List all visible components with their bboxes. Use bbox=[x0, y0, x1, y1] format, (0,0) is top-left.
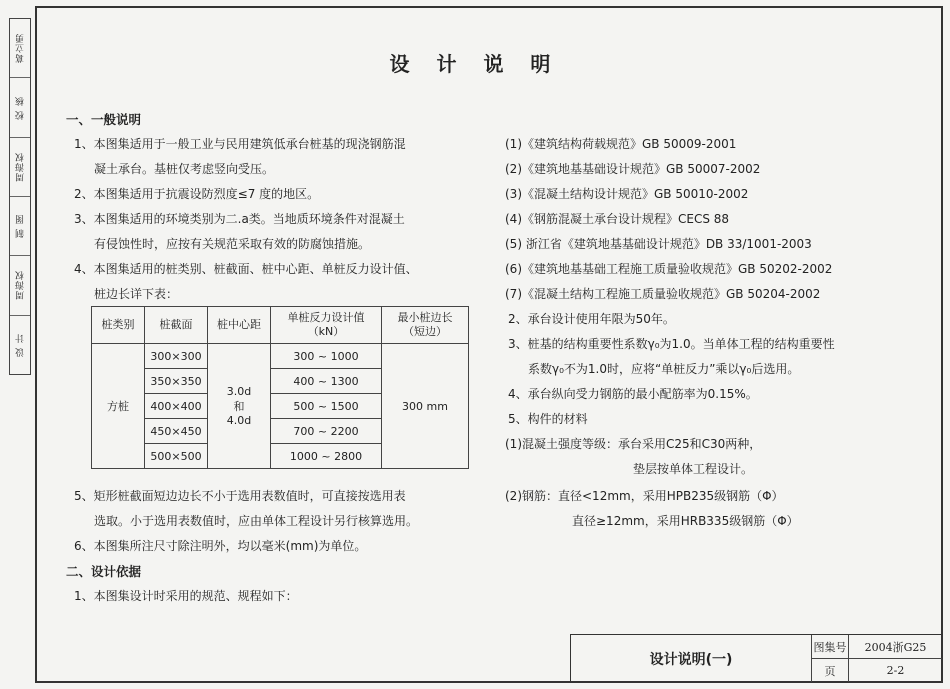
header-spacing: 桩中心距 bbox=[208, 307, 271, 344]
left-line: 2、本图集适用于抗震设防烈度≤7 度的地区。 bbox=[74, 187, 320, 201]
atlas-value: 2004浙G25 bbox=[849, 635, 942, 659]
section-cell: 400×400 bbox=[145, 394, 208, 419]
right-line: (3)《混凝土结构设计规范》GB 50010-2002 bbox=[505, 187, 749, 201]
table-header-row bbox=[92, 307, 469, 344]
right-line: 直径≥12mm，采用HRB335级钢筋（Φ） bbox=[572, 514, 799, 528]
right-line: 垫层按单体工程设计。 bbox=[633, 462, 754, 476]
pile-type-cell: 方桩 bbox=[92, 344, 145, 469]
reaction-cell: 300 ~ 1000 bbox=[271, 344, 382, 369]
header-reaction: 单桩反力设计值 （kN） bbox=[271, 307, 382, 344]
right-line: 系数γ₀不为1.0时，应将“单桩反力”乘以γ₀后选用。 bbox=[528, 362, 800, 376]
page-label: 页 bbox=[812, 659, 849, 682]
left-line: 桩边长详下表： bbox=[94, 287, 179, 301]
reaction-cell: 500 ~ 1500 bbox=[271, 394, 382, 419]
reaction-cell: 400 ~ 1300 bbox=[271, 369, 382, 394]
section-cell: 450×450 bbox=[145, 419, 208, 444]
pile-table bbox=[91, 306, 469, 469]
side-cell-5: 周海权 bbox=[10, 256, 30, 315]
reaction-cell: 1000 ~ 2800 bbox=[271, 444, 382, 469]
side-cell-1: 葛立勇 bbox=[10, 19, 30, 78]
section-cell: 300×300 bbox=[145, 344, 208, 369]
right-line: (4)《钢筋混凝土承台设计规程》CECS 88 bbox=[505, 212, 730, 226]
left-line: 1、本图集适用于一般工业与民用建筑低承台桩基的现浇钢筋混 bbox=[74, 137, 406, 151]
header-min-side: 最小桩边长 （短边） bbox=[382, 307, 469, 344]
right-line: 3、桩基的结构重要性系数γ₀为1.0。当单体工程的结构重要性 bbox=[508, 337, 835, 351]
right-line: (6)《建筑地基基础工程施工质量验收规范》GB 50202-2002 bbox=[505, 262, 833, 276]
side-cell-2: 校 核 bbox=[10, 78, 30, 137]
right-line: (1)《建筑结构荷载规范》GB 50009-2001 bbox=[505, 137, 737, 151]
section-basis-heading: 二、设计依据 bbox=[66, 564, 142, 579]
left-line: 有侵蚀性时，应按有关规范采取有效的防腐蚀措施。 bbox=[94, 237, 371, 251]
left-line: 选取。小于选用表数值时，应由单体工程设计另行核算选用。 bbox=[94, 514, 419, 528]
left-line: 凝土承台。基桩仅考虑竖向受压。 bbox=[94, 162, 275, 176]
side-cell-3: 周海权 bbox=[10, 138, 30, 197]
left-line: 4、本图集适用的桩类别、桩截面、桩中心距、单桩反力设计值、 bbox=[74, 262, 418, 276]
left-line: 6、本图集所注尺寸除注明外，均以毫米(mm)为单位。 bbox=[74, 539, 367, 553]
page-title: 设 计 说 明 bbox=[389, 52, 561, 76]
side-cell-4: 制 图 bbox=[10, 197, 30, 256]
title-block bbox=[570, 634, 943, 683]
section-cell: 350×350 bbox=[145, 369, 208, 394]
drawing-name: 设计说明(一) bbox=[571, 635, 812, 682]
left-line: 3、本图集适用的环境类别为二.a类。当地质环境条件对混凝土 bbox=[74, 212, 405, 226]
right-line: (1)混凝土强度等级：承台采用C25和C30两种， bbox=[505, 437, 762, 451]
right-line: (2)《建筑地基基础设计规范》GB 50007-2002 bbox=[505, 162, 761, 176]
left-line: 1、本图集设计时采用的规范、规程如下： bbox=[74, 589, 298, 603]
header-section: 桩截面 bbox=[145, 307, 208, 344]
right-line: (5) 浙江省《建筑地基基础设计规范》DB 33/1001-2003 bbox=[505, 237, 812, 251]
reaction-cell: 700 ~ 2200 bbox=[271, 419, 382, 444]
table-row bbox=[92, 344, 469, 369]
right-line: (7)《混凝土结构工程施工质量验收规范》GB 50204-2002 bbox=[505, 287, 821, 301]
side-cell-6: 设 计 bbox=[15, 332, 26, 357]
header-pile-type: 桩类别 bbox=[92, 307, 145, 344]
spacing-cell: 3.0d 和 4.0d bbox=[208, 344, 271, 469]
atlas-label: 图集号 bbox=[812, 635, 849, 659]
min-side-cell: 300 mm bbox=[382, 344, 469, 469]
right-line: 5、构件的材料 bbox=[508, 412, 588, 426]
page-value: 2-2 bbox=[886, 664, 905, 677]
left-line: 5、矩形桩截面短边边长不小于选用表数值时，可直接按选用表 bbox=[74, 489, 406, 503]
section-general-heading: 一、一般说明 bbox=[66, 112, 142, 127]
section-cell: 500×500 bbox=[145, 444, 208, 469]
right-line: 2、承台设计使用年限为50年。 bbox=[508, 312, 675, 326]
right-line: (2)钢筋：直径<12mm，采用HPB235级钢筋（Φ） bbox=[505, 489, 784, 503]
right-line: 4、承台纵向受力钢筋的最小配筋率为0.15%。 bbox=[508, 387, 758, 401]
